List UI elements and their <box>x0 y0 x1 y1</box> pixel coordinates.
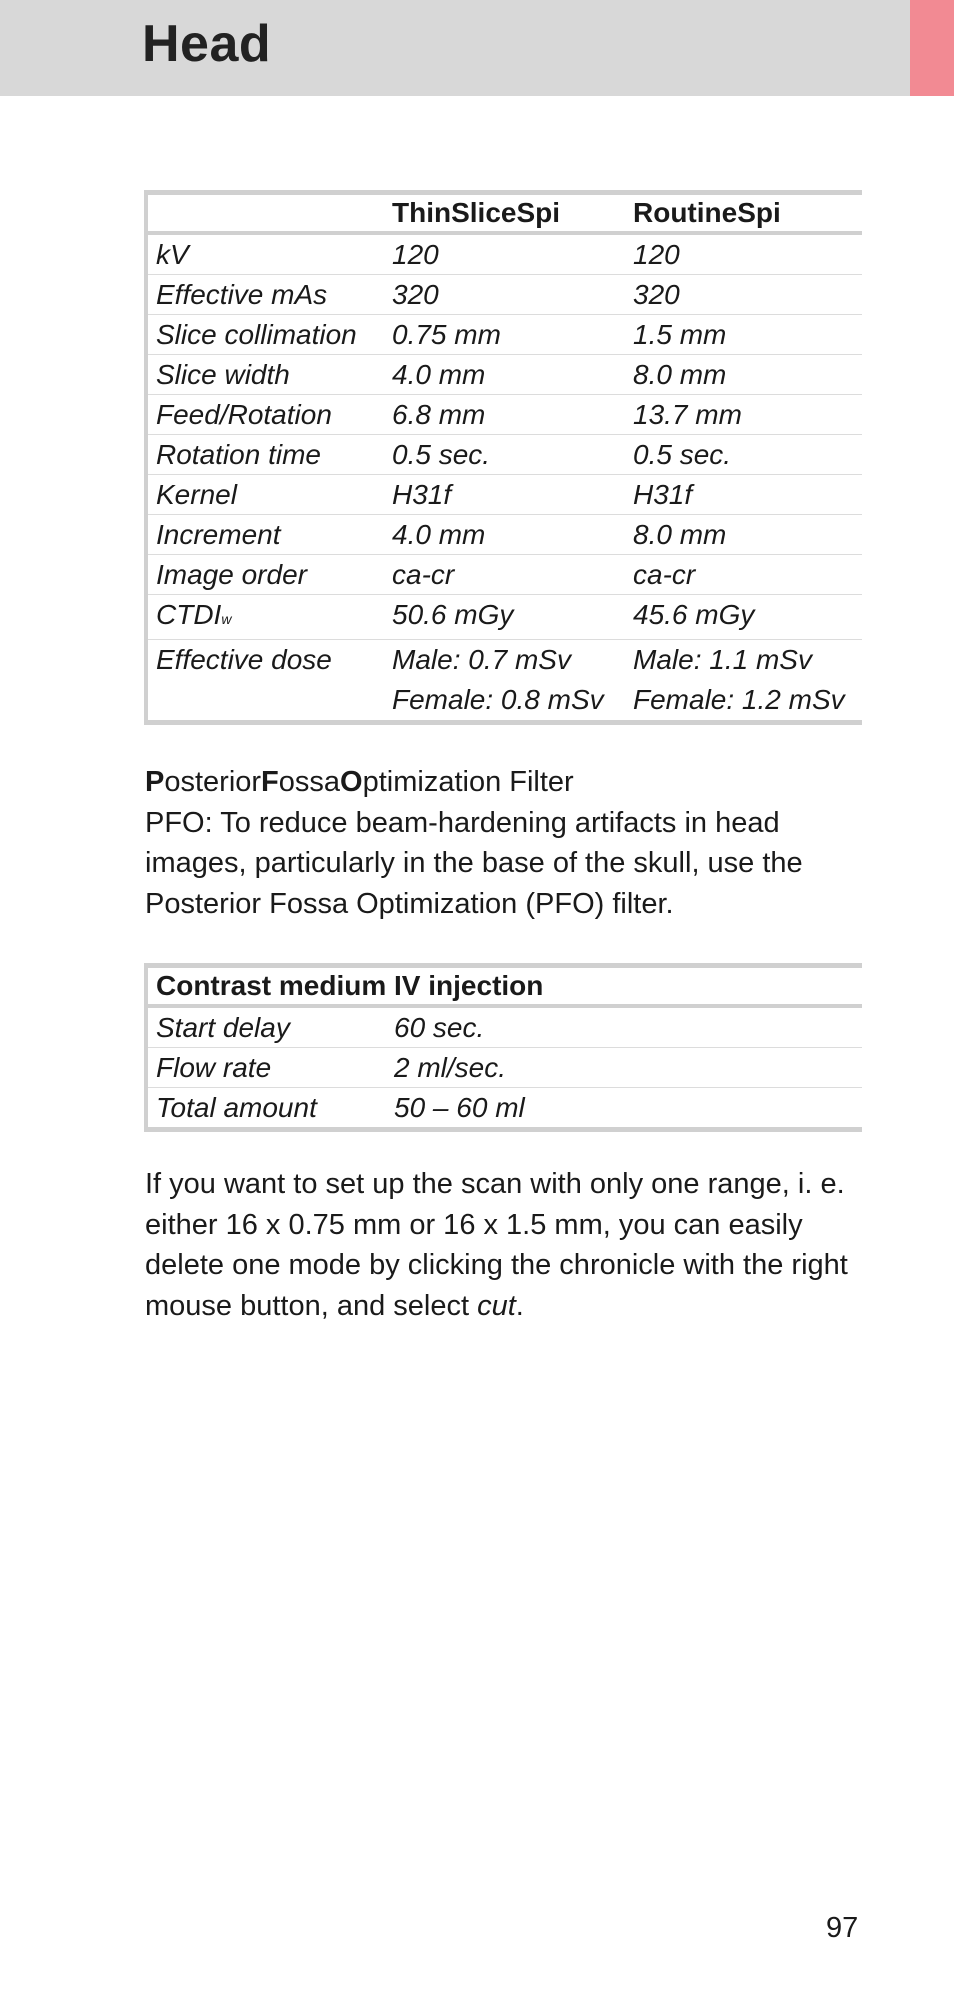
routine-value: H31f <box>633 479 693 510</box>
header-bar <box>0 0 910 96</box>
row-label: Start delay <box>156 1012 290 1043</box>
scan-parameter-table <box>144 190 862 725</box>
table-row <box>146 515 862 555</box>
thin-dose-female: Female: 0.8 mSv <box>392 684 604 715</box>
page-title: Head <box>142 15 272 73</box>
table-row <box>146 1006 862 1048</box>
table-row <box>146 475 862 515</box>
row-label: kV <box>156 239 189 270</box>
range-note-end: . <box>515 1289 524 1322</box>
header-empty-cell <box>146 193 384 234</box>
row-label: Rotation time <box>156 439 321 470</box>
range-note-emphasis: cut <box>477 1289 516 1322</box>
thin-value: 120 <box>392 239 439 270</box>
header-accent-tab <box>910 0 954 96</box>
pfo-title-initial: P <box>145 766 165 798</box>
table-row <box>146 315 862 355</box>
table-header-row <box>146 193 862 234</box>
routine-value: 320 <box>633 279 680 310</box>
pfo-description: PFO: To reduce beam-hardening artifacts in head images, particularly in the base of the skull, use the Posterior Fossa Optimization (PFO) filter. <box>145 806 803 920</box>
thin-value: H31f <box>392 479 452 510</box>
range-note <box>145 1164 865 1326</box>
row-label: Slice width <box>156 359 290 390</box>
pfo-title-initial: F <box>261 766 279 798</box>
row-value: 60 sec. <box>394 1012 485 1043</box>
pfo-title <box>145 762 865 803</box>
routine-dose-male: Male: 1.1 mSv <box>633 644 812 675</box>
table-row <box>146 1088 862 1130</box>
table-row <box>146 355 862 395</box>
routine-value: 45.6 mGy <box>633 599 755 630</box>
row-label: Image order <box>156 559 307 590</box>
table-row <box>146 640 862 723</box>
row-label-ctdi <box>146 595 384 640</box>
table-row <box>146 435 862 475</box>
thin-dose-male: Male: 0.7 mSv <box>392 644 571 675</box>
header-routinespi: RoutineSpi <box>633 197 781 228</box>
pfo-title-part: ptimization Filter <box>362 766 574 798</box>
thin-value: 0.75 mm <box>392 319 501 350</box>
thin-value: ca-cr <box>392 559 455 590</box>
routine-value: ca-cr <box>633 559 696 590</box>
thin-value: 320 <box>392 279 439 310</box>
row-value: 2 ml/sec. <box>394 1052 507 1083</box>
thin-value: 4.0 mm <box>392 359 486 390</box>
routine-value: 8.0 mm <box>633 519 727 550</box>
pfo-title-part: ossa <box>278 766 341 798</box>
row-value: 50 – 60 ml <box>394 1092 525 1123</box>
row-label: Effective dose <box>156 644 332 675</box>
row-label: Increment <box>156 519 281 550</box>
routine-value: 0.5 sec. <box>633 439 732 470</box>
routine-value: 13.7 mm <box>633 399 742 430</box>
table-row <box>146 275 862 315</box>
range-note-text: If you want to set up the scan with only one range, i. e. either 16 x 0.75 mm or 16 x 1.5 mm, you can easily delete one mode by clicking the chronicle with the right mouse button, and select <box>145 1168 848 1322</box>
routine-value: 8.0 mm <box>633 359 727 390</box>
table-row <box>146 233 862 275</box>
table-header-row <box>146 966 862 1007</box>
ctdi-label: CTDI <box>156 599 222 630</box>
routine-value: 120 <box>633 239 680 270</box>
row-label: Feed/Rotation <box>156 399 332 430</box>
table-row <box>146 555 862 595</box>
row-label: Total amount <box>156 1092 317 1123</box>
thin-value: 6.8 mm <box>392 399 486 430</box>
routine-dose-female: Female: 1.2 mSv <box>633 684 845 715</box>
thin-value: 0.5 sec. <box>392 439 491 470</box>
contrast-table-title: Contrast medium IV injection <box>156 970 544 1001</box>
routine-dose-cell <box>625 640 862 723</box>
thin-value: 50.6 mGy <box>392 599 514 630</box>
pfo-title-initial: O <box>340 766 363 798</box>
routine-value: 1.5 mm <box>633 319 727 350</box>
pfo-title-part: osterior <box>164 766 262 798</box>
pfo-section <box>145 762 865 924</box>
header-thinslicespi: ThinSliceSpi <box>392 197 561 228</box>
table-row <box>146 1048 862 1088</box>
table-row <box>146 595 862 640</box>
thin-value: 4.0 mm <box>392 519 486 550</box>
thin-dose-cell <box>384 640 625 723</box>
ctdi-subscript: w <box>221 611 232 627</box>
row-label: Slice collimation <box>156 319 357 350</box>
row-label: Flow rate <box>156 1052 272 1083</box>
row-label: Kernel <box>156 479 237 510</box>
contrast-medium-table <box>144 963 862 1132</box>
table-row <box>146 395 862 435</box>
row-label: Effective mAs <box>156 279 328 310</box>
page-number: 97 <box>826 1912 859 1944</box>
